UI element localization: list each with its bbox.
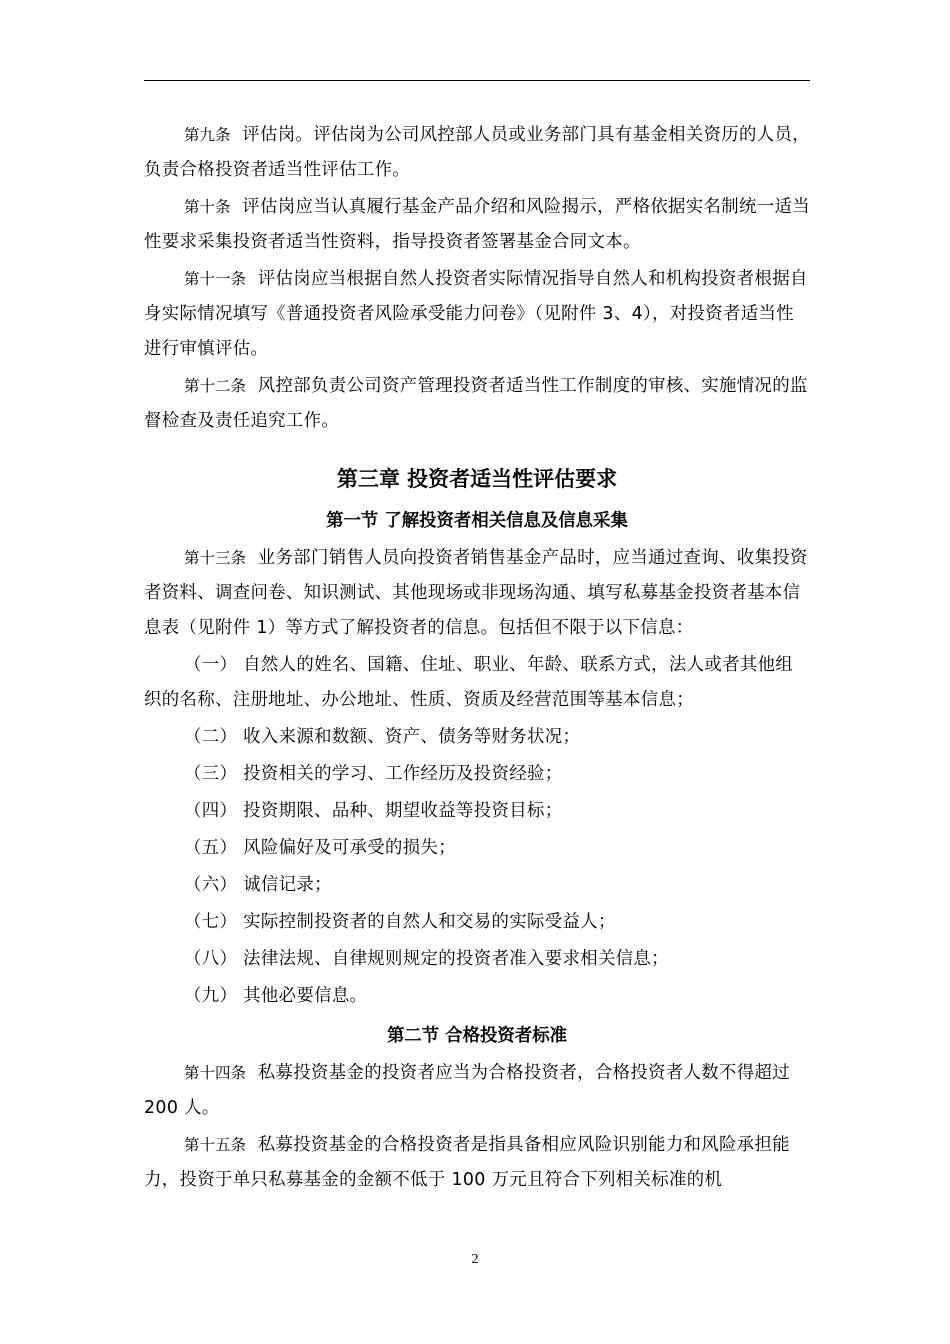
document-body <box>144 118 810 1200</box>
list-item <box>144 942 810 977</box>
list-item-text: 诚信记录； <box>243 875 332 895</box>
article-12 <box>144 369 810 439</box>
article-text: 评估岗应当认真履行基金产品介绍和风险揭示，严格依据实名制统一适当性要求采集投资者适当性资料，指导投资者签署基金合同文本。 <box>144 197 810 252</box>
article-number: 第十一条 <box>184 270 247 288</box>
list-item-text: 投资期限、品种、期望收益等投资目标； <box>243 801 563 821</box>
article-number: 第九条 <box>184 126 231 144</box>
article-11 <box>144 262 810 367</box>
article-13 <box>144 541 810 646</box>
list-item-label: （八） <box>184 949 238 969</box>
list-item <box>144 905 810 940</box>
list-item <box>144 831 810 866</box>
section-title-1: 第一节 了解投资者相关信息及信息采集 <box>326 511 628 531</box>
list-item-label: （五） <box>184 838 238 858</box>
list-item-label: （二） <box>184 727 238 747</box>
article-9 <box>144 118 810 188</box>
article-number: 第十二条 <box>184 377 247 395</box>
list-item <box>144 979 810 1014</box>
list-item <box>144 868 810 903</box>
list-item <box>144 757 810 792</box>
list-item-label: （九） <box>184 986 238 1006</box>
list-item-label: （三） <box>184 764 238 784</box>
article-10 <box>144 190 810 260</box>
chapter-title: 第三章 投资者适当性评估要求 <box>336 467 618 491</box>
article-14 <box>144 1056 810 1126</box>
article-text: 评估岗。评估岗为公司风控部人员或业务部门具有基金相关资历的人员，负责合格投资者适当性评估工作。 <box>144 125 810 180</box>
section-title-2: 第二节 合格投资者标准 <box>387 1026 567 1046</box>
article-number: 第十四条 <box>184 1064 247 1082</box>
list-item <box>144 648 810 718</box>
page-number: 2 <box>471 1252 479 1267</box>
article-number: 第十条 <box>184 198 231 216</box>
article-15 <box>144 1128 810 1198</box>
list-item-label: （六） <box>184 875 238 895</box>
article-text: 私募投资基金的投资者应当为合格投资者，合格投资者人数不得超过 200 人。 <box>144 1063 791 1118</box>
list-item-text: 自然人的姓名、国籍、住址、职业、年龄、联系方式，法人或者其他组织的名称、注册地址、办公地址、性质、资质及经营范围等基本信息； <box>144 655 794 710</box>
list-item-label: （四） <box>184 801 238 821</box>
article-number: 第十三条 <box>184 549 247 567</box>
list-item-text: 风险偏好及可承受的损失； <box>243 838 457 858</box>
list-item-text: 投资相关的学习、工作经历及投资经验； <box>243 764 563 784</box>
article-text: 业务部门销售人员向投资者销售基金产品时，应当通过查询、收集投资者资料、调查问卷、知识测试、其他现场或非现场沟通、填写私募基金投资者基本信息表（见附件 1）等方式了解投资者的信息。包括但不限于以下信息： <box>144 548 808 638</box>
list-item-label: （一） <box>184 655 238 675</box>
list-item-text: 其他必要信息。 <box>243 986 368 1006</box>
article-text: 评估岗应当根据自然人投资者实际情况指导自然人和机构投资者根据自身实际情况填写《普通投资者风险承受能力问卷》（见附件 3、4），对投资者适当性进行审慎评估。 <box>144 269 808 359</box>
list-item-text: 法律法规、自律规则规定的投资者准入要求相关信息； <box>243 949 669 969</box>
article-text: 私募投资基金的合格投资者是指具备相应风险识别能力和风险承担能力，投资于单只私募基金的金额不低于 100 万元且符合下列相关标准的机 <box>144 1135 791 1190</box>
list-item-label: （七） <box>184 912 238 932</box>
article-text: 风控部负责公司资产管理投资者适当性工作制度的审核、实施情况的监督检查及责任追究工作。 <box>144 376 808 431</box>
list-item <box>144 794 810 829</box>
article-number: 第十五条 <box>184 1136 247 1154</box>
header-rule <box>144 80 810 81</box>
list-item-text: 收入来源和数额、资产、债务等财务状况； <box>243 727 581 747</box>
list-item <box>144 720 810 755</box>
list-item-text: 实际控制投资者的自然人和交易的实际受益人； <box>243 912 616 932</box>
